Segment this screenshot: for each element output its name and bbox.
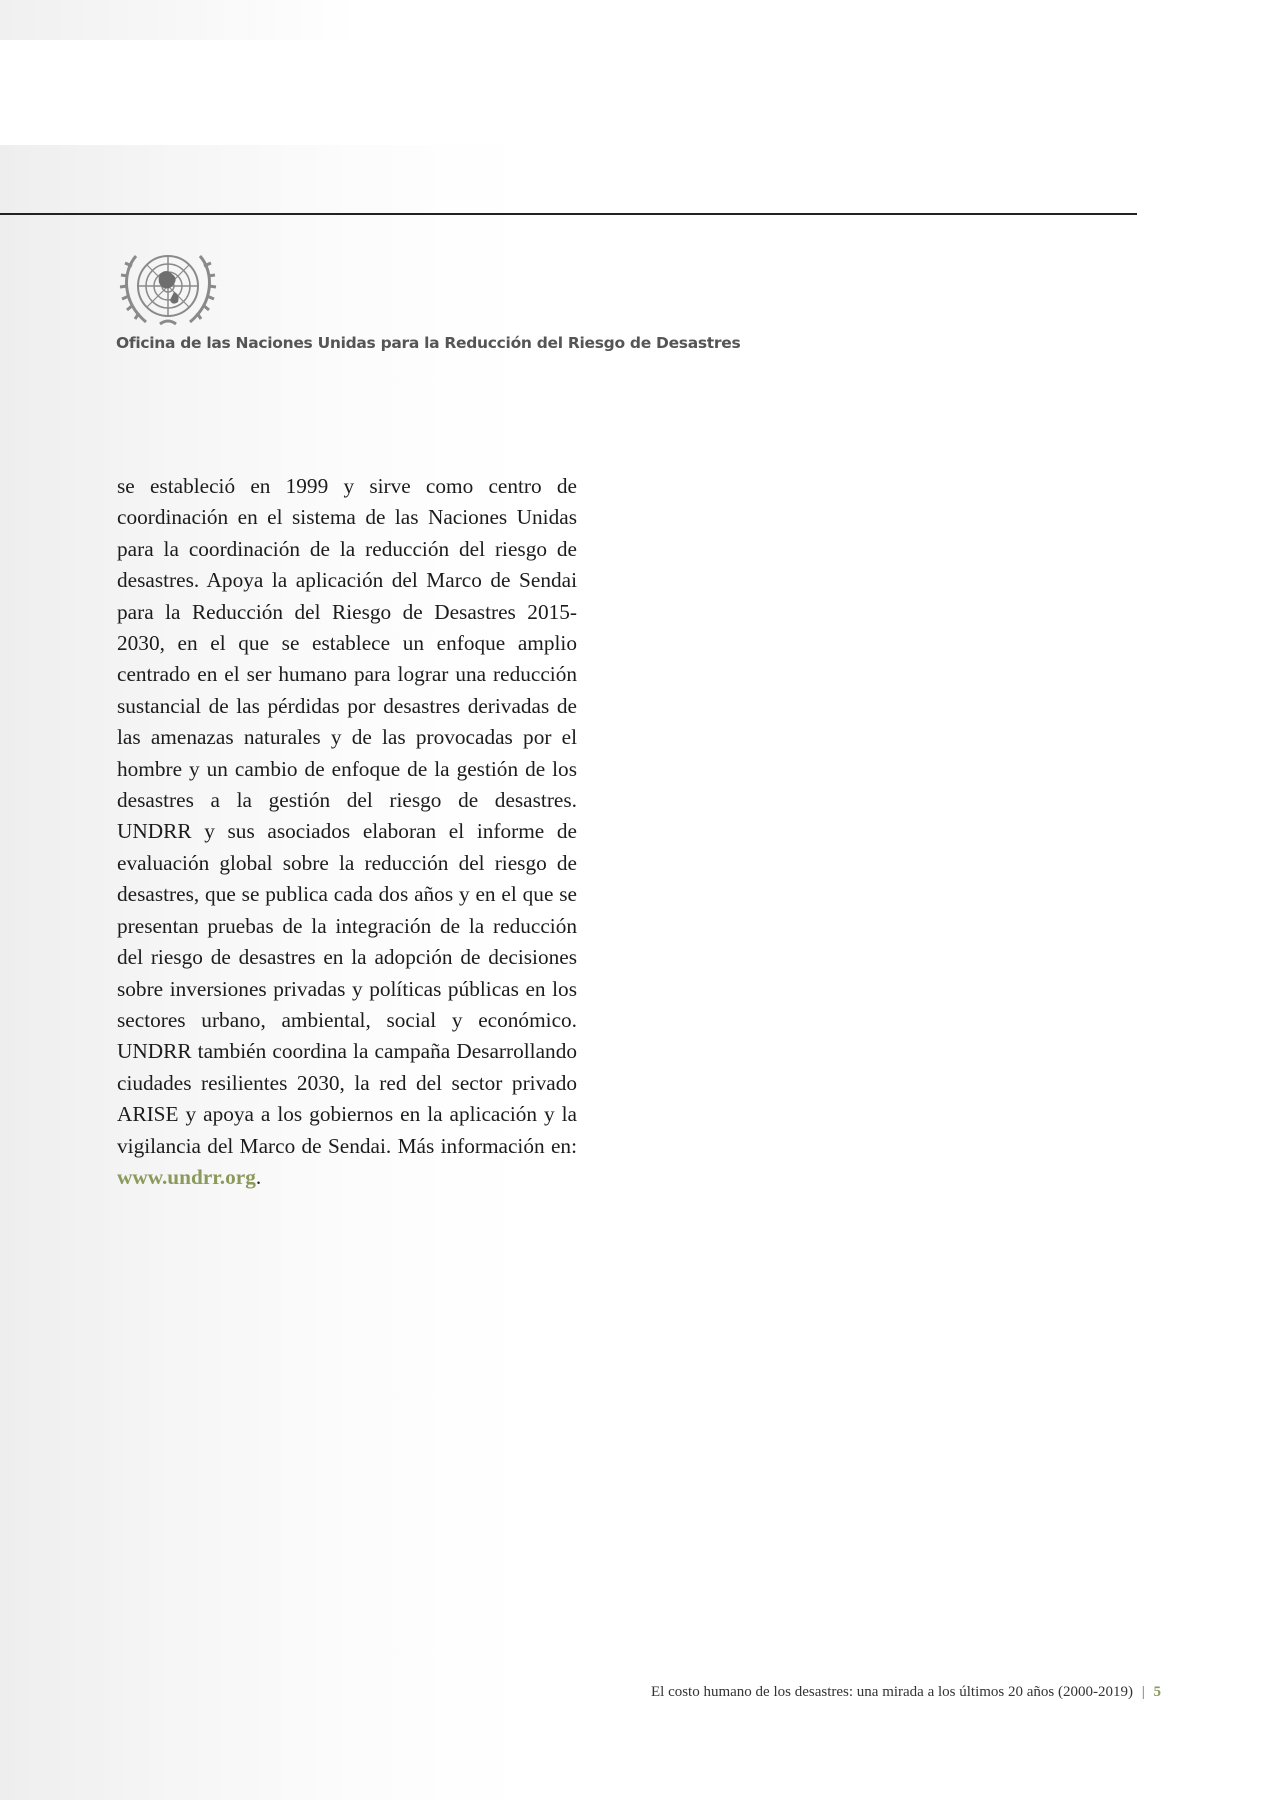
undrr-website-link[interactable]: www.undrr.org: [117, 1164, 256, 1189]
un-emblem-icon: [116, 244, 220, 330]
organization-name: Oficina de las Naciones Unidas para la Reducción del Riesgo de Desastres: [116, 334, 741, 352]
body-paragraph: [117, 471, 577, 1193]
page-number: 5: [1153, 1684, 1161, 1700]
footer-separator: |: [1141, 1684, 1145, 1700]
footer-title: El costo humano de los desastres: una mirada a los últimos 20 años (2000-2019): [650, 1684, 1133, 1700]
top-strip: [0, 0, 360, 40]
body-paragraph-end: .: [255, 1164, 262, 1189]
header-rule: [0, 213, 1137, 215]
body-paragraph-text: se estableció en 1999 y sirve como centro de coordinación en el sistema de las Naciones Unidas para la coordinación de la reducción del riesgo de desastres. Apoya la aplicación del Marco de Sendai para la Reducción del Riesgo de Desastres 2015-2030, en el que se establece un enfoque amplio centrado en el ser humano para lograr una reducción sustancial de las pérdidas por desastres derivadas de las amenazas naturales y de las provocadas por el hombre y un cambio de enfoque de la gestión de los desastres a la gestión del riesgo de desastres. UNDRR y sus asociados elaboran el informe de evaluación global sobre la reducción del riesgo de desastres, que se publica cada dos años y en el que se presentan pruebas de la integración de la reducción del riesgo de desastres en la adopción de decisiones sobre inversiones privadas y políticas públicas en los sectores urbano, ambiental, social y económico. UNDRR también coordina la campaña Desarrollando ciudades resilientes 2030, la red del sector privado ARISE y apoya a los gobiernos en la aplicación y la vigilancia del Marco de Sendai. Más información en:: [117, 474, 577, 1158]
page-footer: [651, 1684, 1161, 1701]
